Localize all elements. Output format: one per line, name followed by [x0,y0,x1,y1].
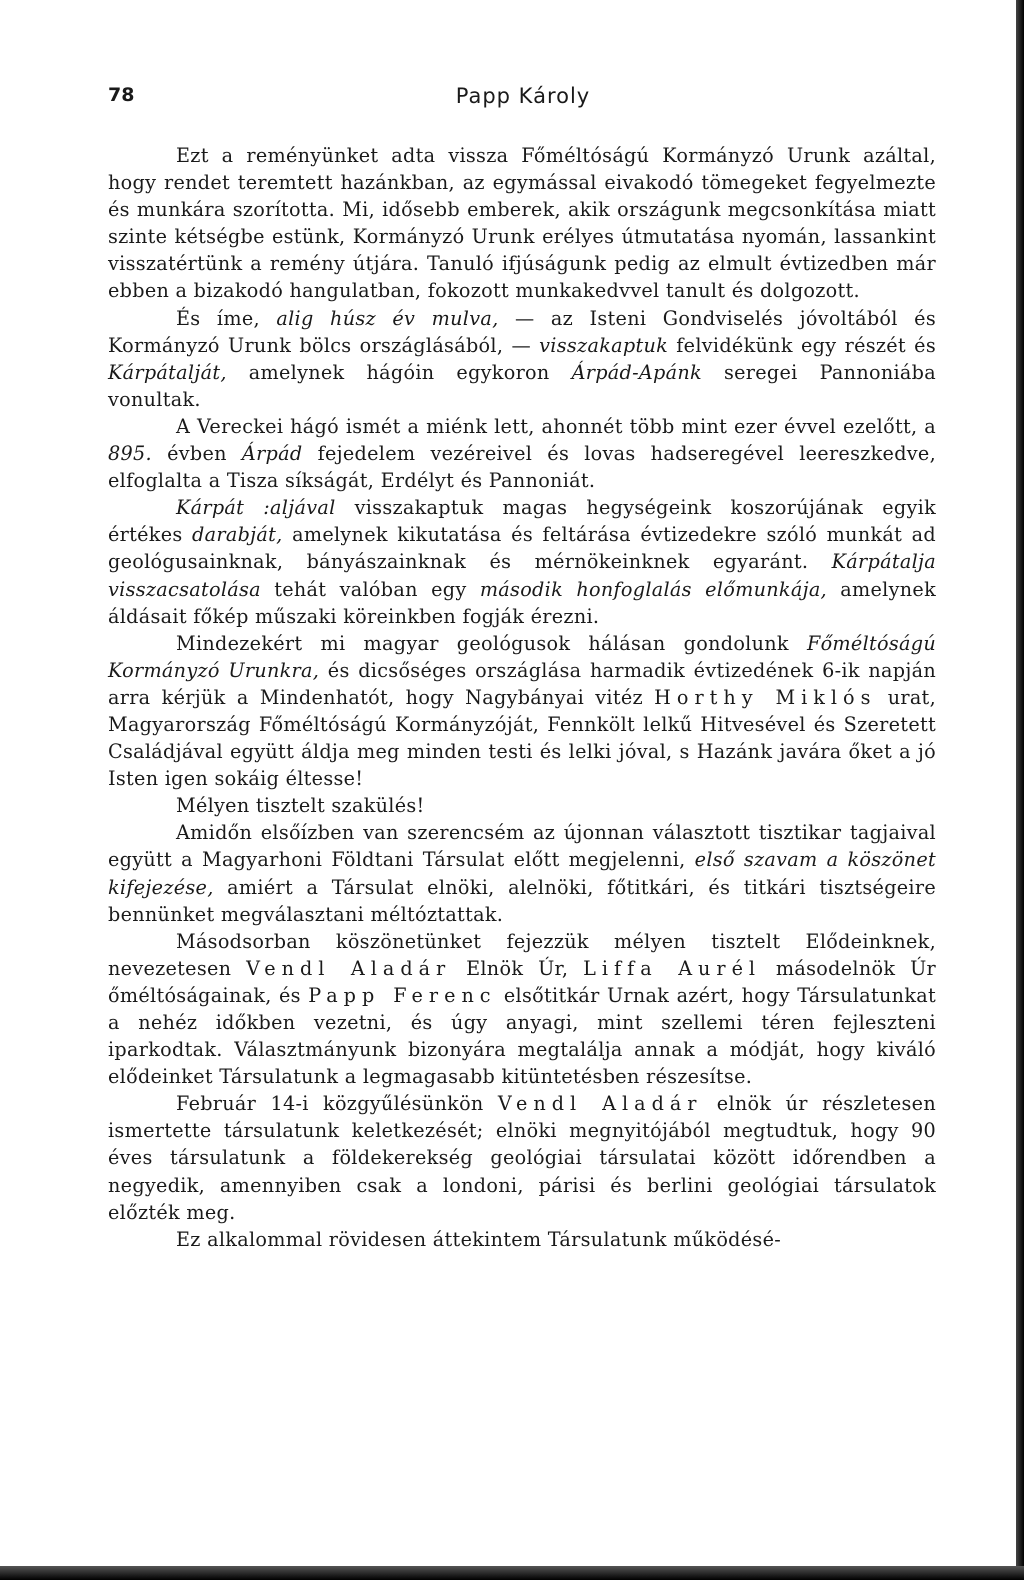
italic-text: Kárpát :aljával [176,496,336,520]
text-run: Amidőn elsőízben van szerencsém az újonnan választott tisztikar tagjaival együtt a Magyarhoni Földtani Társulat előtt megjelenni, [108,821,936,872]
text-run: A Vereckei hágó ismét a miénk lett, ahonnét több mint ezer évvel ezelőtt, a [176,414,936,438]
spaced-name: Papp Ferenc [308,983,497,1007]
running-head: Papp Károly [455,84,591,108]
text-run: — az Isteni Gondviselés jóvoltából és Kormányzó Urunk bölcs országlásából, — [108,306,936,357]
italic-text: 895. [108,442,152,466]
scan-edge-bottom [0,1566,1024,1580]
text-run: amelynek hágóin egykoron [226,360,572,384]
paragraph [108,142,936,305]
text-run: seregei Pannoniába vonultak. [108,360,936,411]
text-run: visszakaptuk magas hegységeink koszorújának egyik értékes [108,496,936,547]
paragraph [108,1226,936,1253]
spaced-name: Horthy Miklós [654,685,877,709]
text-run: amelynek kikutatása és feltárása évtizedekre szóló munkát ad geológusainknak, bányászainknak és mérnökeinknek egyaránt. [108,523,936,574]
scan-edge-right [1016,0,1024,1580]
text-run: fejedelem vezéreivel és lovas hadseregével leereszkedve, elfoglalta a Tisza síkságát, Erdélyt és Pannoniát. [108,442,936,493]
body-text [108,142,936,1253]
text-run: elsőtitkár Urnak azért, hogy Társulatunkat a nehéz időkben vezetni, és úgy anyagi, mint szellemi téren fejleszteni iparkodtak. Választmányunk bizonyára megtalálja annak a módját, hogy kiváló elődeinket Társulatunk a legmagasabb kitüntetésben részesítse. [108,983,936,1089]
text-run: tehát valóban egy [260,577,480,601]
text-run: amiért a Társulat elnöki, alelnöki, főtitkári, és titkári tisztségeire bennünket megválasztani méltóztattak. [108,875,936,926]
text-run: Elnök Úr, [451,956,584,980]
text-run: felvidékünk egy részét és [668,333,936,357]
paragraph [108,1090,936,1225]
italic-text: Főméltóságú Kormányzó Urunkra, [108,631,936,682]
italic-text: Kárpátalja visszacsatolása [108,550,936,601]
text-run: Mindezekért mi magyar geológusok hálásan gondolunk [176,631,807,655]
paragraph [108,819,936,927]
text-run: Mélyen tisztelt szakülés! [176,794,425,818]
text-run: évben [151,442,242,466]
text-run: És íme, [176,306,277,330]
spaced-name: Liffa Aurél [583,956,762,980]
text-run: Február 14-i közgyűlésünkön [176,1092,498,1116]
text-run: Ezt a reményünket adta vissza Főméltóságú Kormányzó Urunk azáltal, hogy rendet teremtett hazánkban, az egymással eivakodó tömegeket fegyelmezte és munkára szorította. Mi, idősebb emberek, akik országunk megcsonkítása miatt szinte kétségbe estünk, Kormányzó Urunk erélyes útmutatása nyomán, lassankint visszatértünk a remény útjára. Tanuló ifjúságunk pedig az elmult évtizedben már ebben a bizakodó hangulatban, fokozott munkakedvvel tanult és dolgozott. [108,144,936,303]
page-number: 78 [108,84,135,106]
italic-text: darabját, [192,523,283,547]
italic-text: alig húsz év mulva, [276,306,499,330]
text-run: és dicsőséges országlása harmadik évtizedének 6-ik napján arra kérjük a Mindenhatót, hogy Nagybányai vitéz [108,658,936,709]
italic-text: Kárpátalját, [108,360,227,384]
paragraph [108,928,936,1091]
italic-text: Árpád [241,442,303,466]
paragraph [108,630,936,793]
italic-text: visszakaptuk [539,333,669,357]
italic-text: Árpád-Apánk [571,360,702,384]
spaced-name: Vendl Aladár [497,1092,703,1116]
paragraph [108,305,936,413]
text-run: elnök úr részletesen ismertette társulatunk keletkezését; elnöki megnyitójából megtudtuk, hogy 90 éves társulatunk a földekerekség geológiai társulatai között időrendben a negyedik, amennyiben csak a londoni, párisi és berlini geológiai társulatok előzték meg. [108,1092,936,1224]
text-run: amelynek áldásait főkép műszaki köreinkben fogják érezni. [108,577,937,628]
spaced-name: Vendl Aladár [246,956,452,980]
text-run: másodelnök Úr őméltóságainak, és [108,956,937,1007]
italic-text: második honfoglalás előmunkája, [479,577,827,601]
paragraph [108,792,936,819]
italic-text: első szavam a köszönet kifejezése, [108,848,936,899]
text-run: urat, Magyarország Főméltóságú Kormányzóját, Fennkölt lelkű Hitvesével és Szeretett Családjával együtt áldja meg minden testi és lelki jóval, s Hazánk javára őket a jó Isten igen sokáig éltesse! [108,685,936,791]
page-header [108,84,938,114]
text-run: Másodsorban köszönetünket fejezzük mélyen tisztelt Elődeinknek, nevezetesen [108,929,936,980]
paragraph [108,494,936,629]
paragraph [108,413,936,494]
text-run: Ez alkalommal rövidesen áttekintem Társulatunk működésé- [176,1227,782,1251]
